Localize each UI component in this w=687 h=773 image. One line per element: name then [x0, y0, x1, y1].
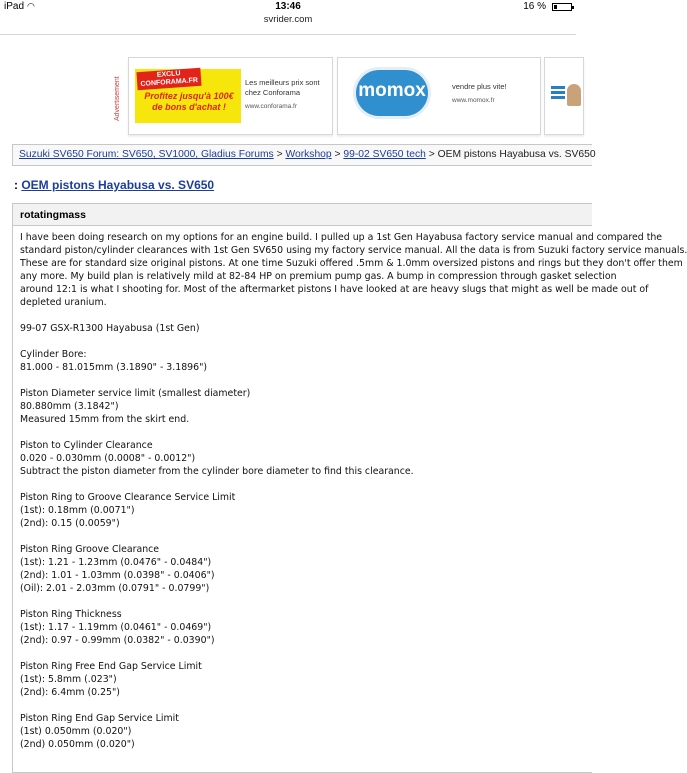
post-line: Cylinder Bore:: [20, 349, 87, 360]
device-label: iPad ◠: [4, 1, 35, 12]
post-body: [13, 226, 687, 751]
post-line: (2nd): 0.15 (0.0059"): [20, 518, 120, 529]
post-line: (2nd) 0.050mm (0.020"): [20, 739, 135, 750]
post-line: [20, 478, 583, 491]
post-line: around 12:1 is what I shooting for. Most of the aftermarket pistons I have looked at are heavy slugs that might as well be made out of: [20, 284, 649, 295]
clock: 13:46: [275, 1, 301, 12]
momox-ad[interactable]: [337, 57, 541, 135]
battery-percent: 16 %: [523, 1, 546, 12]
menu-lines-icon: [551, 86, 565, 106]
breadcrumb-current: OEM pistons Hayabusa vs. SV650: [437, 149, 596, 160]
post-line: 80.880mm (3.1842"): [20, 401, 119, 412]
forum-post: [12, 203, 687, 773]
post-line: These are for standard size original pistons. At one time Suzuki offered .5mm & 1.0mm oversized pistons and rings but they don't offer them: [20, 258, 683, 269]
post-line: Subtract the piston diameter from the cylinder bore diameter to find this clearance.: [20, 466, 414, 477]
conforama-promo: Profitez jusqu'à 100€ de bons d'achat !: [144, 91, 234, 112]
breadcrumb-tech-link[interactable]: 99-02 SV650 tech: [343, 149, 426, 160]
post-line: Piston Ring Thickness: [20, 609, 122, 620]
post-line: (Oil): 2.01 - 2.03mm (0.0791" - 0.0799"): [20, 583, 210, 594]
person-photo-icon: [567, 84, 581, 106]
wifi-icon: ◠: [27, 1, 35, 11]
post-line: Measured 15mm from the skirt end.: [20, 414, 190, 425]
breadcrumb: [12, 144, 596, 166]
post-line: (1st): 1.21 - 1.23mm (0.0476" - 0.0484"): [20, 557, 212, 568]
post-line: any more. My build plan is relatively mild at 82-84 HP on premium pump gas. A bump in compression through gasket selection: [20, 271, 617, 282]
post-line: 81.000 - 81.015mm (3.1890" - 3.1896"): [20, 362, 208, 373]
ad-label: Advertisement: [114, 76, 121, 122]
momox-logo: [356, 70, 428, 116]
third-ad[interactable]: [544, 57, 584, 135]
conforama-logo: [135, 69, 241, 123]
conforama-badge: EXCLU CONFORAMA.FR: [136, 68, 201, 90]
post-line: [20, 309, 583, 322]
post-line: Piston to Cylinder Clearance: [20, 440, 153, 451]
conforama-ad-text: Les meilleurs prix sont chez Conforama: [245, 78, 320, 97]
post-line: [20, 426, 583, 439]
post-line: [20, 335, 583, 348]
post-line: I have been doing research on my options for an engine build. I pulled up a 1st Gen Hayabusa factory service manual and compared the: [20, 232, 663, 243]
breadcrumb-forum-link[interactable]: Suzuki SV650 Forum: SV650, SV1000, Gladius Forums: [19, 149, 274, 160]
address-bar[interactable]: svrider.com: [263, 14, 313, 25]
momox-logo-text: momox: [358, 80, 426, 101]
battery-fill: [554, 5, 557, 9]
post-line: depleted uranium.: [20, 297, 107, 308]
post-line: [20, 699, 583, 712]
momox-ad-url: www.momox.fr: [452, 97, 495, 104]
post-line: Piston Ring Groove Clearance: [20, 544, 160, 555]
post-line: (2nd): 1.01 - 1.03mm (0.0398" - 0.0406"): [20, 570, 215, 581]
toolbar-divider: [0, 34, 576, 35]
thread-title-link[interactable]: OEM pistons Hayabusa vs. SV650: [21, 178, 215, 192]
status-bar: [0, 0, 576, 14]
post-line: 99-07 GSX-R1300 Hayabusa (1st Gen): [20, 323, 200, 334]
post-line: (1st) 0.050mm (0.020"): [20, 726, 132, 737]
post-line: (1st): 1.17 - 1.19mm (0.0461" - 0.0469"): [20, 622, 212, 633]
post-line: 0.020 - 0.030mm (0.0008" - 0.0012"): [20, 453, 196, 464]
conforama-ad[interactable]: [128, 57, 333, 135]
breadcrumb-separator: >: [334, 149, 341, 160]
post-line: (1st): 0.18mm (0.0071"): [20, 505, 135, 516]
post-line: (2nd): 6.4mm (0.25"): [20, 687, 120, 698]
post-author[interactable]: rotatingmass: [13, 204, 592, 226]
thread-title-prefix: :: [14, 178, 18, 192]
post-line: [20, 595, 583, 608]
post-line: [20, 374, 583, 387]
conforama-ad-url: www.conforama.fr: [245, 103, 298, 110]
post-line: [20, 530, 583, 543]
post-line: Piston Ring to Groove Clearance Service Limit: [20, 492, 236, 503]
post-line: (1st): 5.8mm (.023"): [20, 674, 117, 685]
breadcrumb-workshop-link[interactable]: Workshop: [285, 149, 332, 160]
momox-ad-text: vendre plus vite!: [452, 82, 507, 91]
post-line: [20, 647, 583, 660]
post-line: (2nd): 0.97 - 0.99mm (0.0382" - 0.0390"): [20, 635, 215, 646]
breadcrumb-separator: >: [428, 149, 435, 160]
thread-title: [14, 178, 214, 192]
post-line: Piston Diameter service limit (smallest diameter): [20, 388, 251, 399]
post-line: Piston Ring Free End Gap Service Limit: [20, 661, 202, 672]
post-line: Piston Ring End Gap Service Limit: [20, 713, 179, 724]
breadcrumb-separator: >: [276, 149, 283, 160]
battery-icon: [552, 3, 572, 11]
post-line: standard piston/cylinder clearances with 1st Gen SV650 using my factory service manual. All the data is from Suzuki factory service manuals.: [20, 245, 687, 256]
